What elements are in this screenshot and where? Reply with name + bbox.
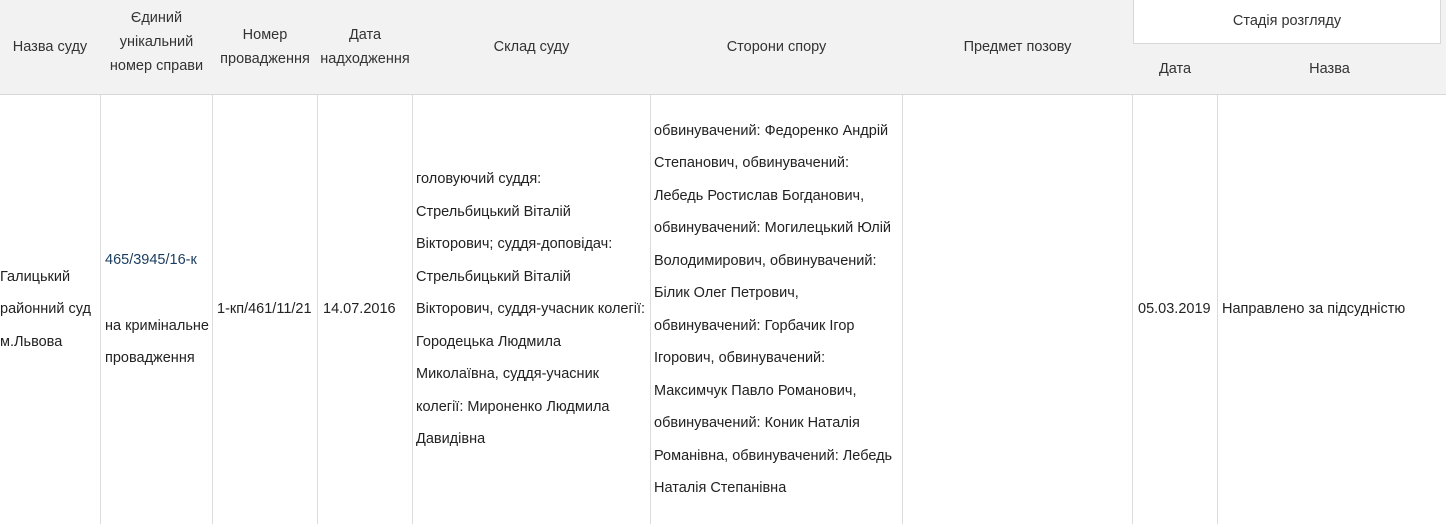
header-case-number: Єдиний унікальний номер справи xyxy=(109,10,204,74)
cell-subject xyxy=(908,95,1128,524)
header-subject: Предмет позову xyxy=(963,39,1072,55)
header-stage: Стадія розгляду xyxy=(1232,13,1342,29)
header-stage-date: Дата xyxy=(1158,61,1192,77)
cell-proceeding-number xyxy=(217,95,315,524)
court-name-text: Галицький районний суд м.Львова xyxy=(0,268,92,350)
header-court-composition: Склад суду xyxy=(493,39,570,55)
cell-parties xyxy=(654,95,900,524)
header-proceeding-number: Номер провадження xyxy=(220,27,310,67)
cell-stage-date xyxy=(1138,95,1216,524)
header-parties: Сторони спору xyxy=(726,39,827,55)
parties-text: обвинувачений: Федоренко Андрій Степанович, обвинувачений: Лебедь Ростислав Богданович, обвинувачений: Могилецький Юлій Володимирович, обвинувачений: Білик Олег Петрович, обвинувачений: Горбачик Ігор Ігорович, обвинувачений: Максимчук Павло Романович, обвинувачений: Коник Наталія Романівна, обвинувачений: Лебедь Наталія Степанівна xyxy=(654,122,893,496)
case-type-text: на кримінальне провадження xyxy=(105,317,209,367)
table-row xyxy=(0,95,1446,524)
table-header xyxy=(0,0,1446,95)
cell-court-composition xyxy=(416,95,646,524)
received-date-text: 14.07.2016 xyxy=(323,301,396,318)
cell-court-name xyxy=(0,95,99,524)
stage-date-text: 05.03.2019 xyxy=(1138,301,1211,318)
cell-case-number xyxy=(105,95,210,524)
header-stage-name: Назва xyxy=(1309,61,1350,77)
court-composition-text: головуючий суддя: Стрельбицький Віталій Вікторович; суддя-доповідач: Стрельбицький Віталій Вікторович, суддя-учасник колегії: Городецька Людмила Миколаївна, суддя-учасник колегії: Мироненко Людмила Давидівна xyxy=(416,171,646,448)
header-received-date: Дата надходження xyxy=(320,27,410,67)
cell-received-date xyxy=(323,95,410,524)
cell-stage-name xyxy=(1222,95,1438,524)
proceeding-number-text: 1-кп/461/11/21 xyxy=(217,301,312,318)
header-court-name: Назва суду xyxy=(12,39,88,55)
case-number-link[interactable]: 465/3945/16-к xyxy=(105,252,197,269)
stage-name-text: Направлено за підсудністю xyxy=(1222,301,1406,318)
